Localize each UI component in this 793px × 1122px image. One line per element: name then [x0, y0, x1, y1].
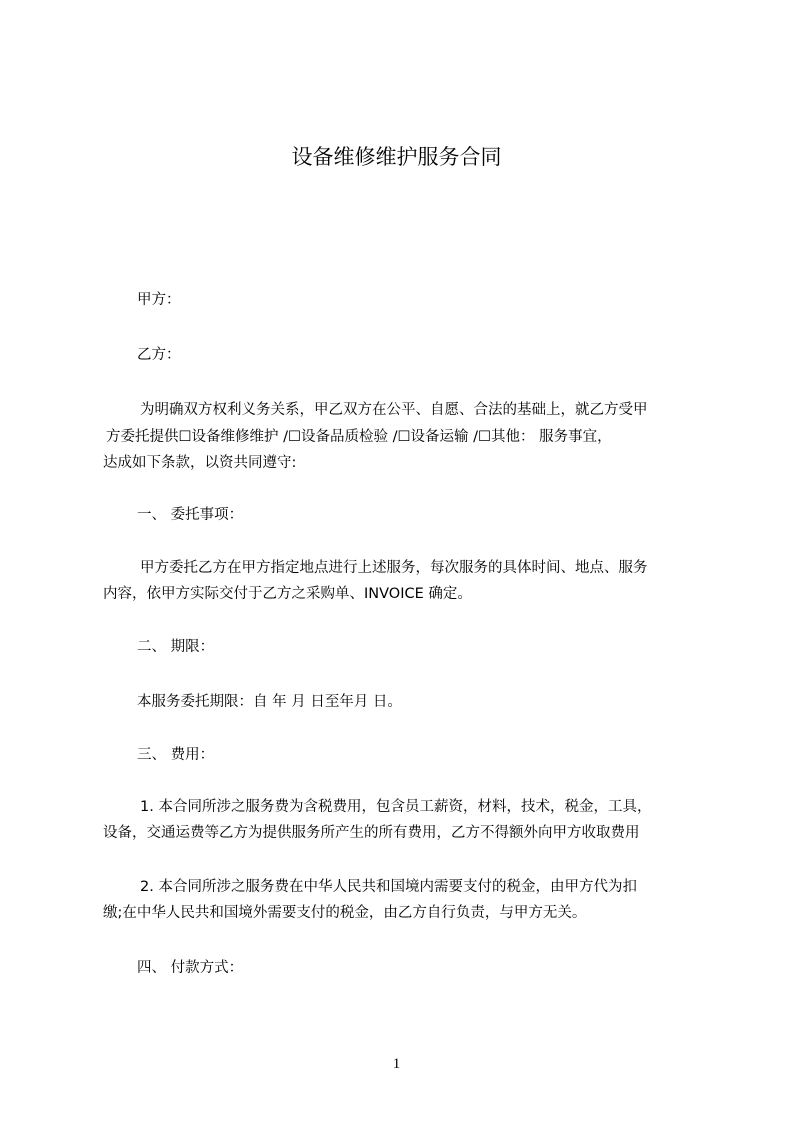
- document-title: 设备维修维护服务合同: [291, 145, 502, 169]
- fee-item-2: 缴;在中华人民共和国境外需要支付的税金，由乙方自行负责，与甲方无关。: [103, 905, 587, 921]
- intro-line: 为明确双方权利义务关系，甲乙双方在公平、自愿、合法的基础上，就乙方受甲: [140, 402, 648, 418]
- section-text: 内容，依甲方实际交付于乙方之采购单、INVOICE 确定。: [103, 586, 472, 602]
- section-text: 甲方委托乙方在甲方指定地点进行上述服务，每次服务的具体时间、地点、服务: [140, 560, 648, 576]
- section-heading: 三、 费用：: [137, 747, 215, 763]
- fee-item-1: 1. 本合同所涉之服务费为含税费用，包含员工薪资，材料，技术，税金，工具，: [140, 799, 652, 815]
- section-heading: 四、 付款方式：: [137, 960, 244, 976]
- intro-line: 达成如下条款，以资共同遵守:: [103, 455, 297, 471]
- fee-item-1: 设备，交通运费等乙方为提供服务所产生的所有费用，乙方不得额外向甲方收取费用: [103, 825, 640, 841]
- party-b-label: 乙方：: [137, 347, 181, 363]
- section-text: 本服务委托期限：自 年 月 日至年月 日。: [137, 694, 402, 710]
- section-heading: 二、 期限：: [137, 639, 215, 655]
- page-number: 1: [392, 1056, 401, 1072]
- intro-line: 方委托提供☐设备维修维护 /☐设备品质检验 /☐设备运输 /☐其他： 服务事宜，: [106, 429, 612, 445]
- section-heading: 一、 委托事项：: [137, 507, 244, 523]
- party-a-label: 甲方：: [137, 292, 181, 308]
- fee-item-2: 2. 本合同所涉之服务费在中华人民共和国境内需要支付的税金，由甲方代为扣: [140, 879, 637, 895]
